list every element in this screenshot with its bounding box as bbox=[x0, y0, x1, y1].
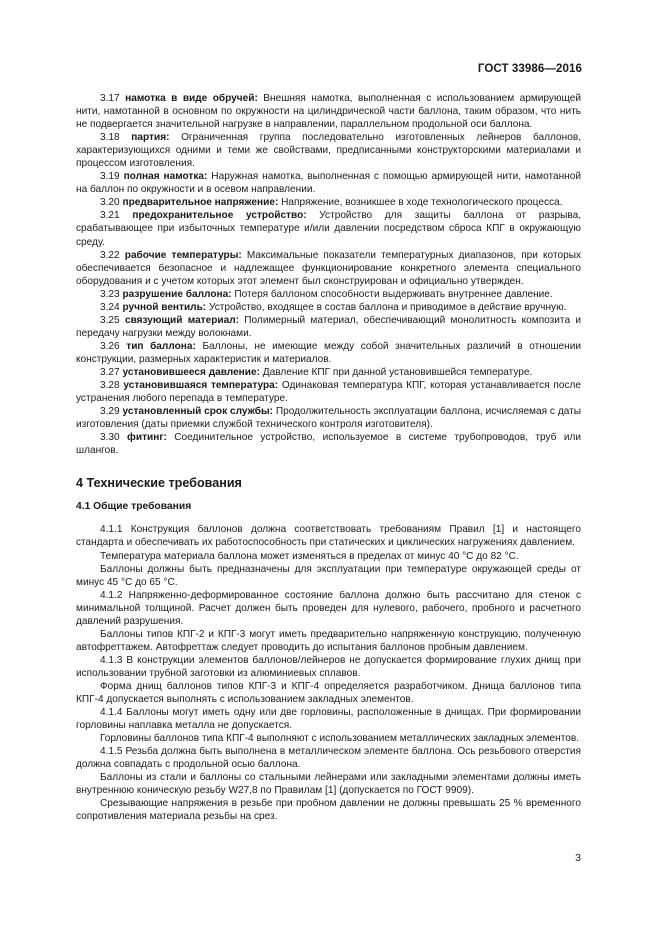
definition-number: 3.30 bbox=[100, 432, 120, 444]
definition-item bbox=[76, 340, 581, 366]
paragraph: 4.1.4 Баллоны могут иметь одну или две горловины, расположенные в днищах. При формировании горловины наплавка металла не допускается. bbox=[76, 707, 581, 732]
paragraph: Баллоны из стали и баллоны со стальными лейнерами или закладными элементами должны иметь внутреннюю коническую резьбу W27,8 по Правилам [1] (допускается по ГОСТ 9909). bbox=[76, 772, 581, 797]
definition-text: Наружная намотка, выполненная с помощью армирующей нити, намотанной на баллон по окружности и в осевом направлении. bbox=[76, 171, 581, 196]
definition-number: 3.23 bbox=[100, 288, 120, 300]
paragraph: Температура материала баллона может изменяться в пределах от минус 40 °С до 82 °С. bbox=[100, 550, 519, 562]
paragraph: 4.1.1 Конструкция баллонов должна соответствовать требованиям Правил [1] и настоящего стандарта и обеспечивать их работоспособность при статических и циклических нагружениях давлением. bbox=[76, 524, 581, 549]
definition-item bbox=[76, 288, 581, 301]
paragraph: Горловины баллонов типа КПГ-4 выполняют с использованием металлических закладных элементов. bbox=[100, 733, 580, 745]
definition-term: полная намотка: bbox=[123, 171, 208, 183]
definition-text: Устройство, входящее в состав баллона и приводимое в действие вручную. bbox=[206, 301, 567, 313]
definition-term: предварительное напряжение: bbox=[122, 197, 279, 209]
definition-term: установленный срок службы: bbox=[122, 406, 274, 418]
definition-text: Внешняя намотка, выполненная с использованием армирующей нити, намотанной в основном по окружности на цилиндрической части баллона, таким образом, что нить не подвергается значительной нагрузке в направлении, параллельном продольной оси баллона. bbox=[76, 93, 581, 131]
definition-item bbox=[76, 249, 581, 288]
definition-term: установившееся давление: bbox=[122, 366, 260, 378]
definition-term: тип баллона: bbox=[126, 340, 196, 352]
definition-text: Баллоны, не имеющие между собой значительных различий в отношении конструкции, размерных характеристик и материалов. bbox=[76, 340, 582, 365]
definitions-list bbox=[76, 92, 581, 457]
definition-item bbox=[76, 196, 581, 209]
page-content bbox=[76, 92, 581, 823]
definition-text: Соединительное устройство, используемое в системе трубопроводов, труб или шлангов. bbox=[76, 432, 581, 457]
paragraph: 4.1.5 Резьба должна быть выполнена в металлическом элементе баллона. Ось резьбового отверстия должна совпадать с продольной осью баллона. bbox=[76, 746, 581, 771]
paragraph: 4.1.3 В конструкции элементов баллонов/лейнеров не допускается формирование глухих днищ при использовании трубной заготовки из алюминиевых сплавов. bbox=[76, 654, 581, 679]
definition-term: установившаяся температура: bbox=[123, 380, 279, 392]
definition-item bbox=[76, 405, 581, 431]
definition-text: Ограниченная группа последовательно изготовленных лейнеров баллонов, характеризующихся одними и теми же свойствами, предписанными конструкторскими материалами и процессом изготовления. bbox=[76, 132, 581, 170]
definition-item bbox=[76, 314, 581, 340]
paragraph: 4.1.2 Напряженно-деформированное состояние баллона должно быть рассчитано для стенок с минимальной толщиной. Расчет должен быть проведен для нулевого, рабочего, пробного и расчетного давлений разрушения. bbox=[76, 589, 581, 627]
definition-item bbox=[76, 379, 581, 405]
definition-number: 3.24 bbox=[100, 301, 120, 313]
definition-item bbox=[76, 170, 581, 196]
definition-text: Потеря баллоном способности выдерживать внутреннее давление. bbox=[231, 288, 553, 300]
definition-term: разрушение баллона: bbox=[122, 288, 232, 300]
paragraph: Срезывающие напряжения в резьбе при пробном давлении не должны превышать 25 % временного сопротивления материала резьбы на срез. bbox=[76, 798, 581, 823]
definition-number: 3.18 bbox=[100, 132, 120, 144]
definition-number: 3.27 bbox=[100, 366, 120, 378]
requirements-list bbox=[76, 523, 581, 823]
definition-number: 3.26 bbox=[100, 340, 120, 352]
page-number: 3 bbox=[575, 852, 581, 864]
definition-item bbox=[76, 131, 581, 170]
definition-number: 3.28 bbox=[100, 380, 120, 392]
definition-number: 3.22 bbox=[100, 249, 120, 261]
definition-text: Давление КПГ при данной установившейся температуре. bbox=[259, 366, 533, 378]
definition-term: предохранительное устройство: bbox=[132, 210, 307, 222]
definition-number: 3.29 bbox=[100, 406, 120, 418]
section-heading: 4 Технические требования bbox=[76, 476, 242, 491]
definition-text: Напряжение, возникшее в ходе технологического процесса. bbox=[278, 197, 563, 209]
definition-item bbox=[76, 431, 581, 457]
definition-number: 3.25 bbox=[100, 314, 120, 326]
definition-term: партия: bbox=[131, 132, 170, 144]
document-code: ГОСТ 33986—2016 bbox=[477, 63, 582, 75]
definition-term: ручной вентиль: bbox=[122, 301, 207, 313]
definition-item bbox=[76, 366, 581, 379]
definition-number: 3.21 bbox=[100, 210, 120, 222]
definition-text: Полимерный материал, обеспечивающий монолитность композита и передачу нагрузки между волокнами. bbox=[76, 314, 581, 339]
paragraph: Баллоны типов КПГ-2 и КПГ-3 могут иметь предварительно напряженную конструкцию, полученную автофреттажем. Автофреттаж следует проводить до испытания баллонов пробным давлением. bbox=[76, 628, 581, 653]
definition-term: связующий материал: bbox=[124, 314, 239, 326]
definition-item bbox=[76, 209, 581, 248]
definition-number: 3.17 bbox=[100, 93, 120, 104]
definition-text: Максимальные показатели температурных диапазонов, при которых обеспечивается безопасное и надлежащее функционирование конкретного элемента специального оборудования и с учетом которых этот элемент был сконструирован и официально утвержден. bbox=[76, 249, 581, 287]
paragraph: Баллоны должны быть предназначены для эксплуатации при температуре окружающей среды от минус 45 °С до 65 °С. bbox=[76, 563, 581, 588]
definition-term: намотка в виде обручей: bbox=[125, 93, 258, 104]
definition-text: Устройство для защиты баллона от разрыва, срабатывающее при избыточных температуре и/или давлении посредством сброса КПГ в окружающую среду. bbox=[76, 210, 582, 248]
subsection-heading: 4.1 Общие требования bbox=[76, 501, 192, 513]
definition-number: 3.19 bbox=[100, 171, 120, 183]
definition-term: фитинг: bbox=[127, 432, 167, 444]
definition-number: 3.20 bbox=[100, 197, 120, 209]
definition-text: Одинаковая температура КПГ, которая устанавливается после устранения любого перепада в температуре. bbox=[76, 380, 581, 405]
definition-item bbox=[76, 92, 581, 131]
definition-item bbox=[76, 301, 581, 314]
definition-term: рабочие температуры: bbox=[124, 249, 242, 261]
paragraph: Форма днищ баллонов типов КПГ-3 и КПГ-4 определяется разработчиком. Днища баллонов типа КПГ-4 допускается выполнять с использованием закладных элементов. bbox=[76, 680, 581, 706]
definition-text: Продолжительность эксплуатации баллона, исчисляемая с даты изготовления (даты приемки службой технического контроля изготовителя). bbox=[76, 406, 581, 431]
